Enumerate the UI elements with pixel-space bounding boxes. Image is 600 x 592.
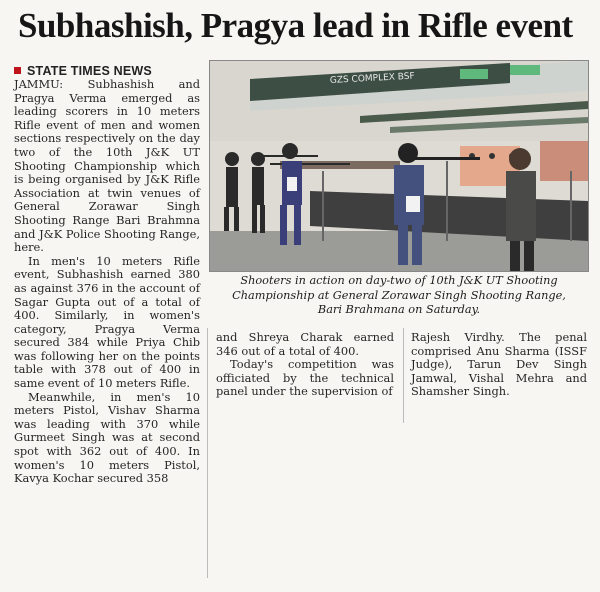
article-column-3 [411,331,587,399]
paragraph-3: Meanwhile, in men's 10 meters Pistol, Vishav Sharma was leading with 370 while Gurmeet Singh was at second spot with 362 out of 400. In women's 10 meters Pistol, Kavya Kochar secured 358 [14,389,200,486]
caption-line-1: Shooters in action on day-two of 10th J&K UT Shooting [240,274,558,287]
news-photo [209,60,589,272]
caption-line-2: Championship at General Zorawar Singh Shooting Range, [232,288,566,302]
caption-line-3: Bari Brahmana on Saturday. [317,303,481,316]
article-column-1 [14,78,200,486]
paragraph-4: and Shreya Charak earned 346 out of a total of 400. [216,330,394,358]
banner-text: GZS COMPLEX BSF [329,71,415,86]
photo-caption [209,274,589,318]
shooting-range-photo [210,61,588,271]
paragraph-1 [14,78,200,255]
column-divider [207,328,208,578]
paragraph-6: Rajesh Virdhy. The penal comprised Anu Sharma (ISSF Judge), Tarun Dev Singh Jamwal, Vishal Mehra and Shamsher Singh. [411,330,587,399]
byline-text: STATE TIMES NEWS [27,64,152,78]
paragraph-5: Today's competition was officiated by the technical panel under the supervision of [216,357,394,399]
dateline: JAMMU: [14,77,64,91]
byline [14,64,152,78]
paragraph-1-text: Subhashish and Pragya Verma emerged as leading scorers in 10 meters Rifle event of men and women sections respectively on the day two of the 10th J&K UT Shooting Championship which is being organised by J&K Rifle Association at twin venues of General Zorawar Singh Shooting Range Bari Brahmna and J&K Police Shooting Range, here. [14,77,201,255]
column-divider [403,328,404,423]
article-column-2 [216,331,394,399]
byline-marker [14,67,21,74]
headline: Subhashish, Pragya lead in Rifle event [18,6,573,45]
paragraph-2: In men's 10 meters Rifle event, Subhashish earned 380 as against 376 in the account of Sagar Gupta out of a total of 400. Similarly, in women's category, Pragya Verma secured 384 while Priya Chib was following her on the points table with 378 out of 400 in same event of 10 meters Rifle. [14,253,200,391]
